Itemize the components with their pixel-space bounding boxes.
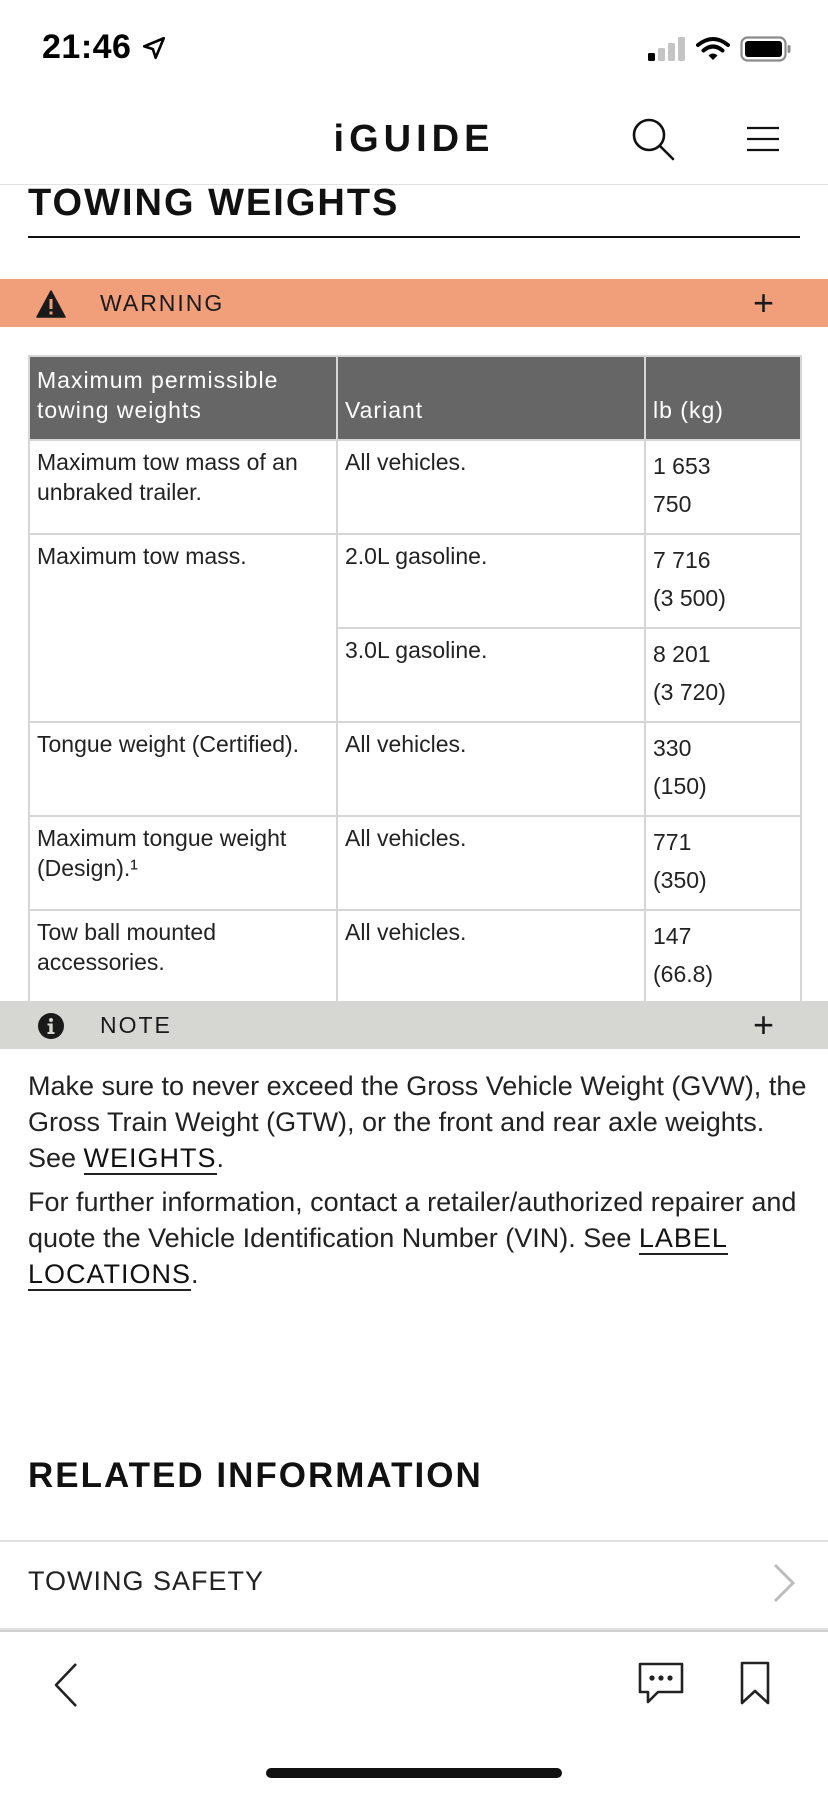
value-lb: 8 201 [653, 641, 711, 667]
note-body [28, 1068, 808, 1300]
related-information-heading: RELATED INFORMATION [28, 1456, 483, 1495]
table-header-row [29, 356, 801, 440]
table-cell-variant: All vehicles. [337, 440, 645, 534]
label-locations-link[interactable]: LABEL LOCATIONS [28, 1223, 728, 1289]
app-header [0, 100, 828, 185]
app-title: iGUIDE [333, 118, 495, 160]
period: . [216, 1143, 225, 1173]
table-cell-variant: 3.0L gasoline. [337, 628, 645, 722]
bookmark-icon[interactable] [738, 1660, 772, 1706]
search-icon[interactable] [630, 116, 676, 162]
status-time [42, 28, 167, 67]
heading-divider [28, 236, 800, 238]
value-kg: (350) [653, 867, 707, 893]
warning-expand-button[interactable]: + [752, 282, 774, 323]
value-kg: 750 [653, 491, 692, 517]
status-time-text: 21:46 [42, 28, 132, 66]
chevron-right-icon [772, 1562, 796, 1604]
note-paragraph [28, 1184, 808, 1292]
table-cell-description: Maximum tongue weight (Design).¹ [29, 816, 337, 910]
value-kg: (3 500) [653, 585, 726, 611]
table-cell-variant: All vehicles. [337, 910, 645, 1004]
page-title: TOWING WEIGHTS [28, 182, 400, 224]
bottom-toolbar [0, 1630, 828, 1794]
paragraph-text: For further information, contact a retailer/authorized repairer and quote the Vehicle Identification Number (VIN). See [28, 1187, 797, 1253]
note-label: NOTE [100, 1012, 172, 1038]
value-kg: (150) [653, 773, 707, 799]
table-row [29, 440, 801, 534]
table-cell-variant: All vehicles. [337, 816, 645, 910]
table-cell-variant: All vehicles. [337, 722, 645, 816]
table-header-cell: Variant [337, 356, 645, 440]
table-cell-value [645, 722, 801, 816]
table-cell-value [645, 816, 801, 910]
value-kg: (66.8) [653, 961, 714, 987]
value-kg: (3 720) [653, 679, 726, 705]
battery-icon [740, 36, 792, 62]
hamburger-menu-icon[interactable] [744, 120, 782, 158]
table-cell-description: Tongue weight (Certified). [29, 722, 337, 816]
table-cell-value [645, 910, 801, 1004]
wifi-icon [696, 36, 730, 62]
table-cell-value [645, 628, 801, 722]
period: . [191, 1259, 199, 1289]
table-cell-variant: 2.0L gasoline. [337, 534, 645, 628]
table-cell-description: Tow ball mounted accessories. [29, 910, 337, 1004]
table-cell-description: Maximum tow mass. [29, 534, 337, 722]
chat-bubble-icon[interactable] [636, 1660, 686, 1706]
warning-triangle-icon [36, 290, 66, 318]
value-lb: 147 [653, 923, 692, 949]
back-arrow-icon[interactable] [48, 1660, 84, 1710]
value-lb: 7 716 [653, 547, 711, 573]
table-row [29, 722, 801, 816]
status-icons [648, 36, 792, 62]
note-expand-button[interactable]: + [752, 1004, 774, 1045]
table-row [29, 534, 801, 628]
table-header-cell: lb (kg) [645, 356, 801, 440]
value-lb: 1 653 [653, 453, 711, 479]
home-indicator [266, 1768, 562, 1778]
note-bar[interactable] [0, 1001, 828, 1049]
table-cell-value [645, 534, 801, 628]
related-item-towing-safety[interactable] [0, 1540, 828, 1630]
status-bar [0, 0, 828, 100]
value-lb: 330 [653, 735, 692, 761]
table-row [29, 910, 801, 1004]
info-circle-icon [36, 1012, 66, 1040]
table-header-cell: Maximum permissible towing weights [29, 356, 337, 440]
note-paragraph [28, 1068, 808, 1176]
table-row [29, 816, 801, 910]
weights-link[interactable]: WEIGHTS [83, 1143, 217, 1173]
table-cell-description: Maximum tow mass of an unbraked trailer. [29, 440, 337, 534]
table-cell-value [645, 440, 801, 534]
value-lb: 771 [653, 829, 692, 855]
location-arrow-icon [141, 35, 167, 61]
warning-bar[interactable] [0, 279, 828, 327]
warning-label: WARNING [100, 290, 225, 316]
related-item-label: TOWING SAFETY [28, 1566, 265, 1596]
paragraph-text: Make sure to never exceed the Gross Vehicle Weight (GVW), the Gross Train Weight (GTW), or the front and rear axle weights. See [28, 1071, 807, 1173]
cellular-signal-icon [648, 37, 686, 61]
towing-weights-table [28, 355, 802, 1005]
